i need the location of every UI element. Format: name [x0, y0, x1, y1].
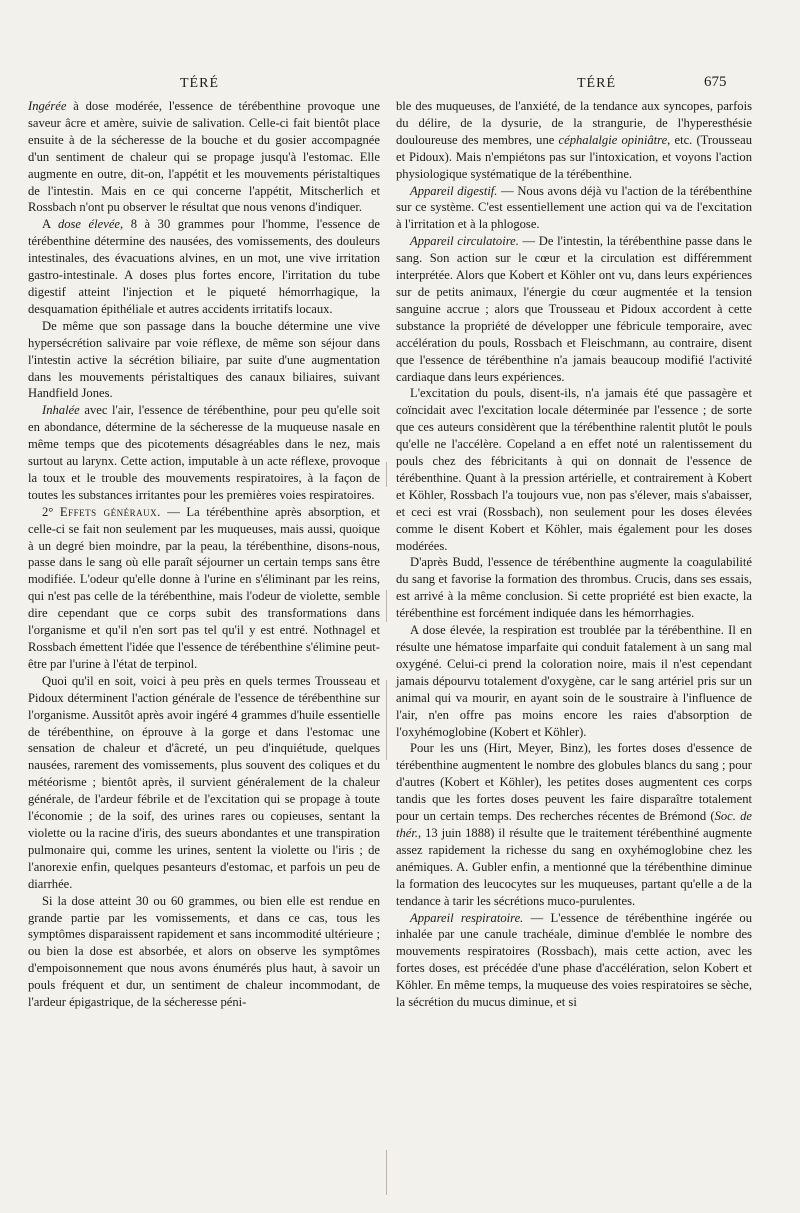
citation: Soc. de thér. [396, 809, 752, 840]
paragraph [28, 504, 380, 673]
column-rule [386, 590, 387, 622]
page-number: 675 [704, 74, 727, 90]
paragraph [28, 402, 380, 503]
paragraph: De même que son passage dans la bouche détermine une vive hypersécrétion salivaire par voie réflexe, de même son séjour dans l'intestin active la sécrétion biliaire, par suite d'une augmentation dans les mouvements péristaltiques des canaux biliaires, suivant Handfield Jones. [28, 318, 380, 401]
column-rule [386, 462, 387, 487]
paragraph-text: avec l'air, l'essence de térébenthine, pour peu qu'elle soit en abondance, détermine de la sécheresse de la muqueuse nasale en même temps que des picotements désagréables dans le nez, mais surtout au larynx. Cette action, imputable à un acte réflexe, provoque la toux et le trouble des mouvements respiratoires, à la façon de toutes les substances irritantes pour les premières voies respiratoires. [28, 403, 380, 502]
paragraph: L'excitation du pouls, disent-ils, n'a jamais été que passagère et coïncidait avec l'excitation locale déterminée par l'essence ; de sorte que ces auteurs considèrent que la térébenthine ralentit plutôt le pouls qu'elle ne l'accélère. Copeland a en effet noté un ralentissement du pouls chez des fébricitants à qui on donnait de l'essence de térébenthine. Quant à la pression artérielle, et contrairement à Kobert et Köhler, Rossbach l'a toujours vue, non pas s'élever, mais s'abaisser, et ceci est vrai (Rossbach), non seulement pour les doses élevées comme le disent Kobert et Köhler, mais également pour les doses modérées. [396, 386, 752, 553]
running-head-left: TÉRÉ [180, 76, 219, 91]
section-heading: Effets généraux. [59, 504, 161, 519]
paragraph-text: — La térébenthine après absorption, et celle-ci se fait non seulement par les muqueuses, mais aussi, quoique à un degré bien moindre, par la peau, la térébenthine, disons-nous, passe dans le sang où elle paraît séjourner un certain temps sans être modifiée. L'odeur qu'elle donne à l'urine en s'éliminant par les reins, qui n'est pas celle de la térébenthine, mais l'odeur de violette, semble dire cependant que ce corps subit des transformations dans l'organisme et qu'il n'en sort pas tel qu'il y est entré. Nothnagel et Rossbach émettent l'idée que l'essence de térébenthine s'élimine peut-être par l'urine à l'état de terpinol. [28, 504, 381, 671]
section-number: 2° [42, 504, 60, 519]
paragraph [28, 216, 380, 317]
paragraph-text: — De l'intestin, la térébenthine passe dans le sang. Son action sur le cœur et la circulation est différemment interprétée. Alors que Kobert et Köhler ont vu, dans leurs expériences sur de petits animaux, l'énergie du cœur augmentée et la tension sanguine accrue ; alors que Trousseau et Pidoux accordent à cette substance la propriété de développer une fébricule temporaire, avec accélération du pouls, Rossbach et Fleischmann, au contraire, disent que l'essence de térébenthine n'a jamais beaucoup modifié l'activité cardiaque dans leurs expériences. [396, 234, 752, 384]
run-in-heading: Appareil respiratoire. [410, 910, 524, 925]
run-in-heading: Appareil circulatoire. [410, 234, 519, 249]
right-column [396, 98, 752, 1011]
paragraph: A dose élevée, la respiration est troublée par la térébenthine. Il en résulte une hématose imparfaite qui conduit fatalement à un sang mal oxygéné. Celui-ci prend la coloration noire, mais il n'est cependant jamais dépourvu totalement d'oxygène, car le sang artériel pris sur un animal qui va mourir, en ayant soin de le soustraire à l'influence de l'air, n'en offre pas moins encore les raies d'absorption de l'oxyhémoglobine (Kobert et Köhler). [396, 623, 752, 739]
paragraph: Si la dose atteint 30 ou 60 grammes, ou bien elle est rendue en grande partie par les vomissements, et dans ce cas, tous les symptômes disparaissent rapidement et sans incommodité ultérieure ; ou bien la dose est absorbée, et alors on observe les symptômes d'empoisonnement que nous avons énumérés plus haut, à savoir un pouls fréquent et dur, un sentiment de chaleur incommodant, de l'ardeur épigastrique, de la sécheresse péni- [28, 893, 380, 1010]
paragraph-text: ble des muqueuses, de l'anxiété, de la tendance aux syncopes, parfois du délire, de la dysurie, de la strangurie, de l'hyperesthésie douloureuse des membres, une [396, 99, 752, 147]
column-rule [386, 1150, 387, 1195]
paragraph [396, 910, 752, 1011]
run-in-heading: dose élevée [57, 217, 121, 232]
paragraph-text: — Nous avons déjà vu l'action de la térébenthine sur ce système. C'est essentiellement une action qui va de l'excitation à l'irritation et à la phlogose. [396, 183, 752, 232]
paragraph-text: Pour les uns (Hirt, Meyer, Binz), les fortes doses d'essence de térébenthine augmentent le nombre des globules blancs du sang ; pour d'autres (Kobert et Köhler), les petites doses augmentent ces corps tandis que les fortes doses peuvent les faire disparaître totalement pour un certain temps. Des recherches récentes de Brémond ( [396, 741, 752, 824]
paragraph: D'après Budd, l'essence de térébenthine augmente la coagulabilité du sang et favorise la formation des thrombus. Crucis, dans ses essais, est arrivé à la même conclusion. Si cette propriété est bien exacte, la térébenthine est forcément indiquée dans les hémorrhagies. [396, 555, 752, 621]
paragraph [396, 98, 752, 183]
paragraph-prefix: A [42, 217, 58, 232]
run-in-heading: Ingérée [28, 99, 67, 113]
paragraph [396, 183, 752, 234]
paragraph-text: , 13 juin 1888) il résulte que le traitement térébenthiné augmente assez rapidement la richesse du sang en oxyhémoglobine chez les anémiques. A. Gubler enfin, a mentionné que la térébenthine diminue la formation des leucocytes sur les muqueuses, partant qu'elle a de la tendance à tarir les sécrétions muco-purulentes. [396, 825, 752, 908]
running-head-right: TÉRÉ [577, 76, 616, 91]
paragraph-text: — L'essence de térébenthine ingérée ou inhalée par une canule trachéale, diminue d'emblée le nombre des mouvements respiratoires (Rossbach), mais cette action, avec les fortes doses, est précédée d'une phase d'accélération, selon Kobert et Köhler. En même temps, la muqueuse des voies respiratoires se sèche, la sécrétion du mucus diminue, et si [396, 910, 752, 1010]
column-rule [386, 680, 387, 760]
paragraph [396, 740, 752, 909]
paragraph-text: , etc. (Trousseau et Pidoux). Mais n'empiétons pas sur l'intoxication, et voyons l'action physiologique systématique de la térébenthine. [396, 132, 752, 181]
paragraph: Quoi qu'il en soit, voici à peu près en quels termes Trousseau et Pidoux déterminent l'action générale de l'essence de térébenthine sur l'organisme. Aussitôt après avoir ingéré 4 grammes d'huile essentielle de térébenthine, on éprouve à la gorge et dans l'estomac une sensation de chaleur et d'âcreté, un peu d'inquiétude, quelques nausées, rarement des vomissements, plus souvent des coliques et du météorisme ; bientôt après, il survient généralement de la chaleur générale, de l'ardeur fébrile et de l'excitation qui se propage à toute l'économie ; de la soif, des urines rares ou copieuses, sentant la violette ou la racine d'iris, des sueurs abondantes et une transpiration pulmonaire qui, comme les urines, sentent la violette ou l'iris ; de l'anorexie enfin, quelques pesanteurs d'estomac, et parfois un peu de diarrhée. [28, 673, 380, 891]
paragraph-text: à dose modérée, l'essence de térébenthine provoque une saveur âcre et amère, suivie de salivation. Celle-ci fait bientôt place ensuite à de la sécheresse de la bouche et du gosier accompagnée d'un sentiment de chaleur qui se propage jusqu'à l'estomac. Elle augmente en outre, dit-on, l'appétit et les mouvements péristaltiques de l'intestin. Mais en ce qui concerne l'appétit, Mitscherlich et Rossbach n'ont pu observer le résultat que nous venons d'indiquer. [28, 99, 380, 215]
run-in-heading: Appareil digestif. [410, 183, 498, 198]
paragraph-text: , 8 à 30 grammes pour l'homme, l'essence de térébenthine détermine des nausées, des vomissements, des douleurs intestinales, des évacuations alvines, en un mot, une vive irritation gastro-intestinale. A doses plus fortes encore, l'irritation du tube digestif atteint l'injection et le piqueté hémorrhagique, la desquamation épithéliale et autres accidents irritatifs locaux. [28, 217, 380, 316]
paragraph [396, 233, 752, 385]
paragraph [28, 98, 380, 216]
emphasis: céphalalgie opiniâtre [558, 132, 668, 147]
run-in-heading: Inhalée [42, 403, 80, 418]
left-column [28, 98, 380, 1011]
